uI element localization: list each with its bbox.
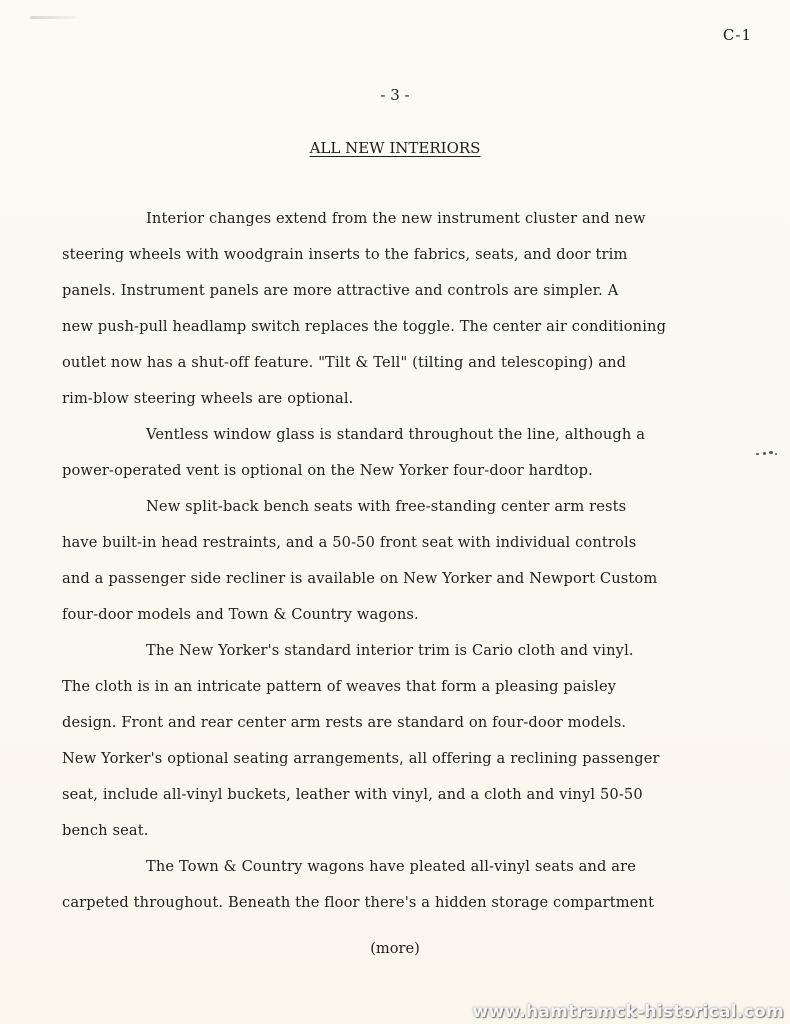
text-line: power-operated vent is optional on the New Yorker four-door hardtop. bbox=[62, 462, 593, 479]
text-line: seat, include all-vinyl buckets, leather with vinyl, and a cloth and vinyl 50-50 bbox=[62, 786, 643, 803]
text-line: and a passenger side recliner is available on New Yorker and Newport Custom bbox=[62, 570, 658, 587]
text-line: carpeted throughout. Beneath the floor there's a hidden storage compartment bbox=[62, 894, 655, 911]
text-line: bench seat. bbox=[62, 822, 149, 839]
text-line: have built-in head restraints, and a 50-50 front seat with individual controls bbox=[62, 534, 637, 551]
text-line: panels. Instrument panels are more attractive and controls are simpler. A bbox=[62, 282, 619, 299]
text-line: The Town & Country wagons have pleated all-vinyl seats and are bbox=[146, 858, 637, 875]
text-line: New split-back bench seats with free-standing center arm rests bbox=[146, 498, 627, 515]
continuation-note: (more) bbox=[370, 940, 420, 957]
paper-mark bbox=[30, 16, 76, 19]
section-title: ALL NEW INTERIORS bbox=[309, 139, 481, 157]
document-code: C-1 bbox=[722, 26, 752, 44]
text-line: The New Yorker's standard interior trim is Cario cloth and vinyl. bbox=[146, 642, 634, 659]
site-watermark: www.hamtramck-historical.com bbox=[472, 1002, 784, 1022]
page-number: - 3 - bbox=[380, 86, 410, 104]
text-line: Ventless window glass is standard throughout the line, although a bbox=[146, 426, 646, 443]
text-line: design. Front and rear center arm rests are standard on four-door models. bbox=[62, 714, 627, 731]
section-title-wrapper bbox=[0, 139, 790, 157]
text-line: The cloth is in an intricate pattern of weaves that form a pleasing paisley bbox=[62, 678, 617, 695]
body-text bbox=[62, 207, 710, 927]
text-line: four-door models and Town & Country wagons. bbox=[62, 606, 419, 623]
text-line: new push-pull headlamp switch replaces the toggle. The center air conditioning bbox=[62, 318, 667, 335]
text-line: outlet now has a shut-off feature. "Tilt & Tell" (tilting and telescoping) and bbox=[62, 354, 627, 371]
paper-speck bbox=[754, 449, 780, 457]
text-line: Interior changes extend from the new instrument cluster and new bbox=[146, 210, 646, 227]
text-line: rim-blow steering wheels are optional. bbox=[62, 390, 354, 407]
text-line: steering wheels with woodgrain inserts to the fabrics, seats, and door trim bbox=[62, 246, 628, 263]
text-line: New Yorker's optional seating arrangements, all offering a reclining passenger bbox=[62, 750, 660, 767]
